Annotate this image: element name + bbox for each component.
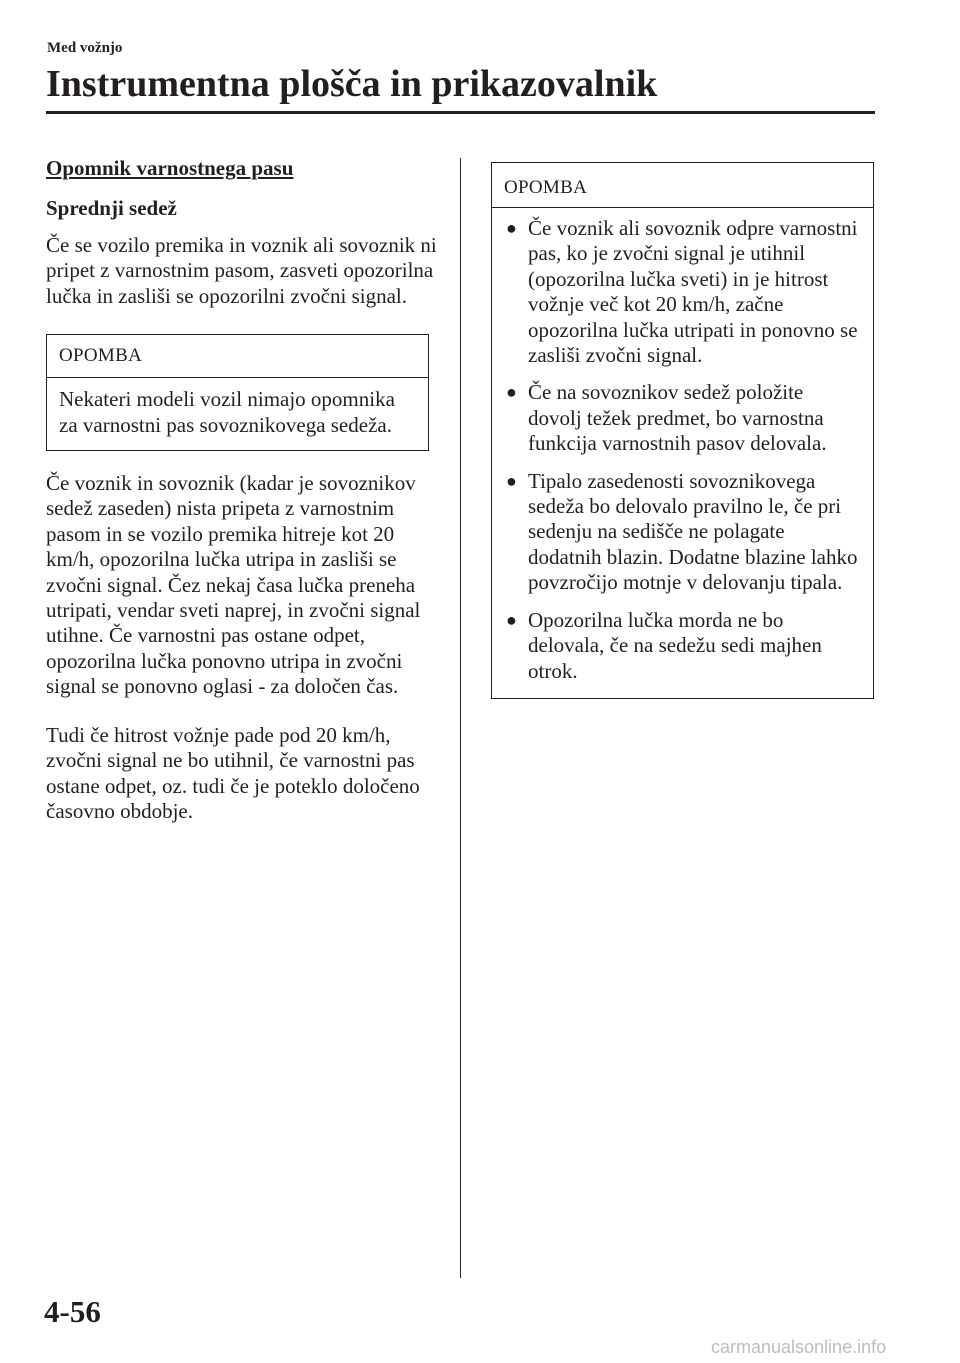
list-item-text: Opozorilna lučka morda ne bo delovala, če na sedežu sedi majhen otrok. — [528, 607, 822, 683]
bullet-icon: ● — [506, 609, 517, 630]
page-number: 4-56 — [44, 1294, 101, 1329]
note-box-left — [46, 334, 429, 451]
list-item-text: Če voznik ali sovoznik odpre varnostni pas, ko je zvočni signal je utihnil (opozorilna lučka sveti) in je hitrost vožnje več kot 20 km/h, začne opozorilna lučka utripati in ponovno se zasliši zvočni signal. — [528, 216, 858, 368]
bullet-icon: ● — [506, 470, 517, 491]
list-item — [504, 380, 861, 456]
list-item — [504, 216, 861, 368]
watermark: carmanualsonline.info — [711, 1337, 887, 1357]
subsection-heading: Opomnik varnostnega pasu — [46, 156, 294, 180]
list-item-text: Če na sovoznikov sedež položite dovolj težek predmet, bo varnostna funkcija varnostnih pasov delovala. — [528, 380, 827, 456]
note-title: OPOMBA — [47, 335, 428, 378]
left-column — [46, 154, 441, 824]
note-list — [492, 208, 873, 698]
body-paragraph-3: Tudi če hitrost vožnje pade pod 20 km/h, zvočni signal ne bo utihnil, če varnostni pas ostane odpet, oz. tudi če je poteklo določeno časovno obdobje. — [46, 722, 420, 823]
note-box-right — [491, 162, 874, 699]
bullet-icon: ● — [506, 382, 517, 403]
page-title: Instrumentna plošča in prikazovalnik — [46, 63, 658, 105]
body-paragraph-1: Če se vozilo premika in voznik ali sovoznik ni pripet z varnostnim pasom, zasveti opozorilna lučka in zasliši se opozorilni zvočni signal. — [46, 233, 437, 308]
list-item-text: Tipalo zasedenosti sovoznikovega sedeža bo delovalo pravilno le, če pri sedenju na sedišče ne polagate dodatnih blazin. Dodatne blazine lahko povzročijo motnje v delovanju tipala. — [528, 468, 858, 595]
body-paragraph-2: Če voznik in sovoznik (kadar je sovoznikov sedež zaseden) nista pripeta z varnostnim pasom in se vozilo premika hitreje kot 20 km/h, opozorilna lučka utripa in zasliši se zvočni signal. Čez nekaj časa lučka preneha utripati, vendar sveti naprej, in zvočni signal utihne. Če varnostni pas ostane odpet, opozorilna lučka ponovno utripa in zvočni signal se ponovno oglasi - za določen čas. — [46, 471, 421, 699]
title-rule — [46, 111, 875, 114]
note-title: OPOMBA — [492, 163, 873, 208]
note-text: Nekateri modeli vozil nimajo opomnika za varnostni pas sovoznikovega sedeža. — [59, 387, 395, 437]
list-item — [504, 608, 861, 684]
section-label: Med vožnjo — [47, 40, 123, 56]
bullet-icon: ● — [506, 218, 517, 238]
column-divider — [460, 158, 461, 1278]
subheading: Sprednji sedež — [46, 196, 177, 220]
list-item — [504, 469, 861, 596]
